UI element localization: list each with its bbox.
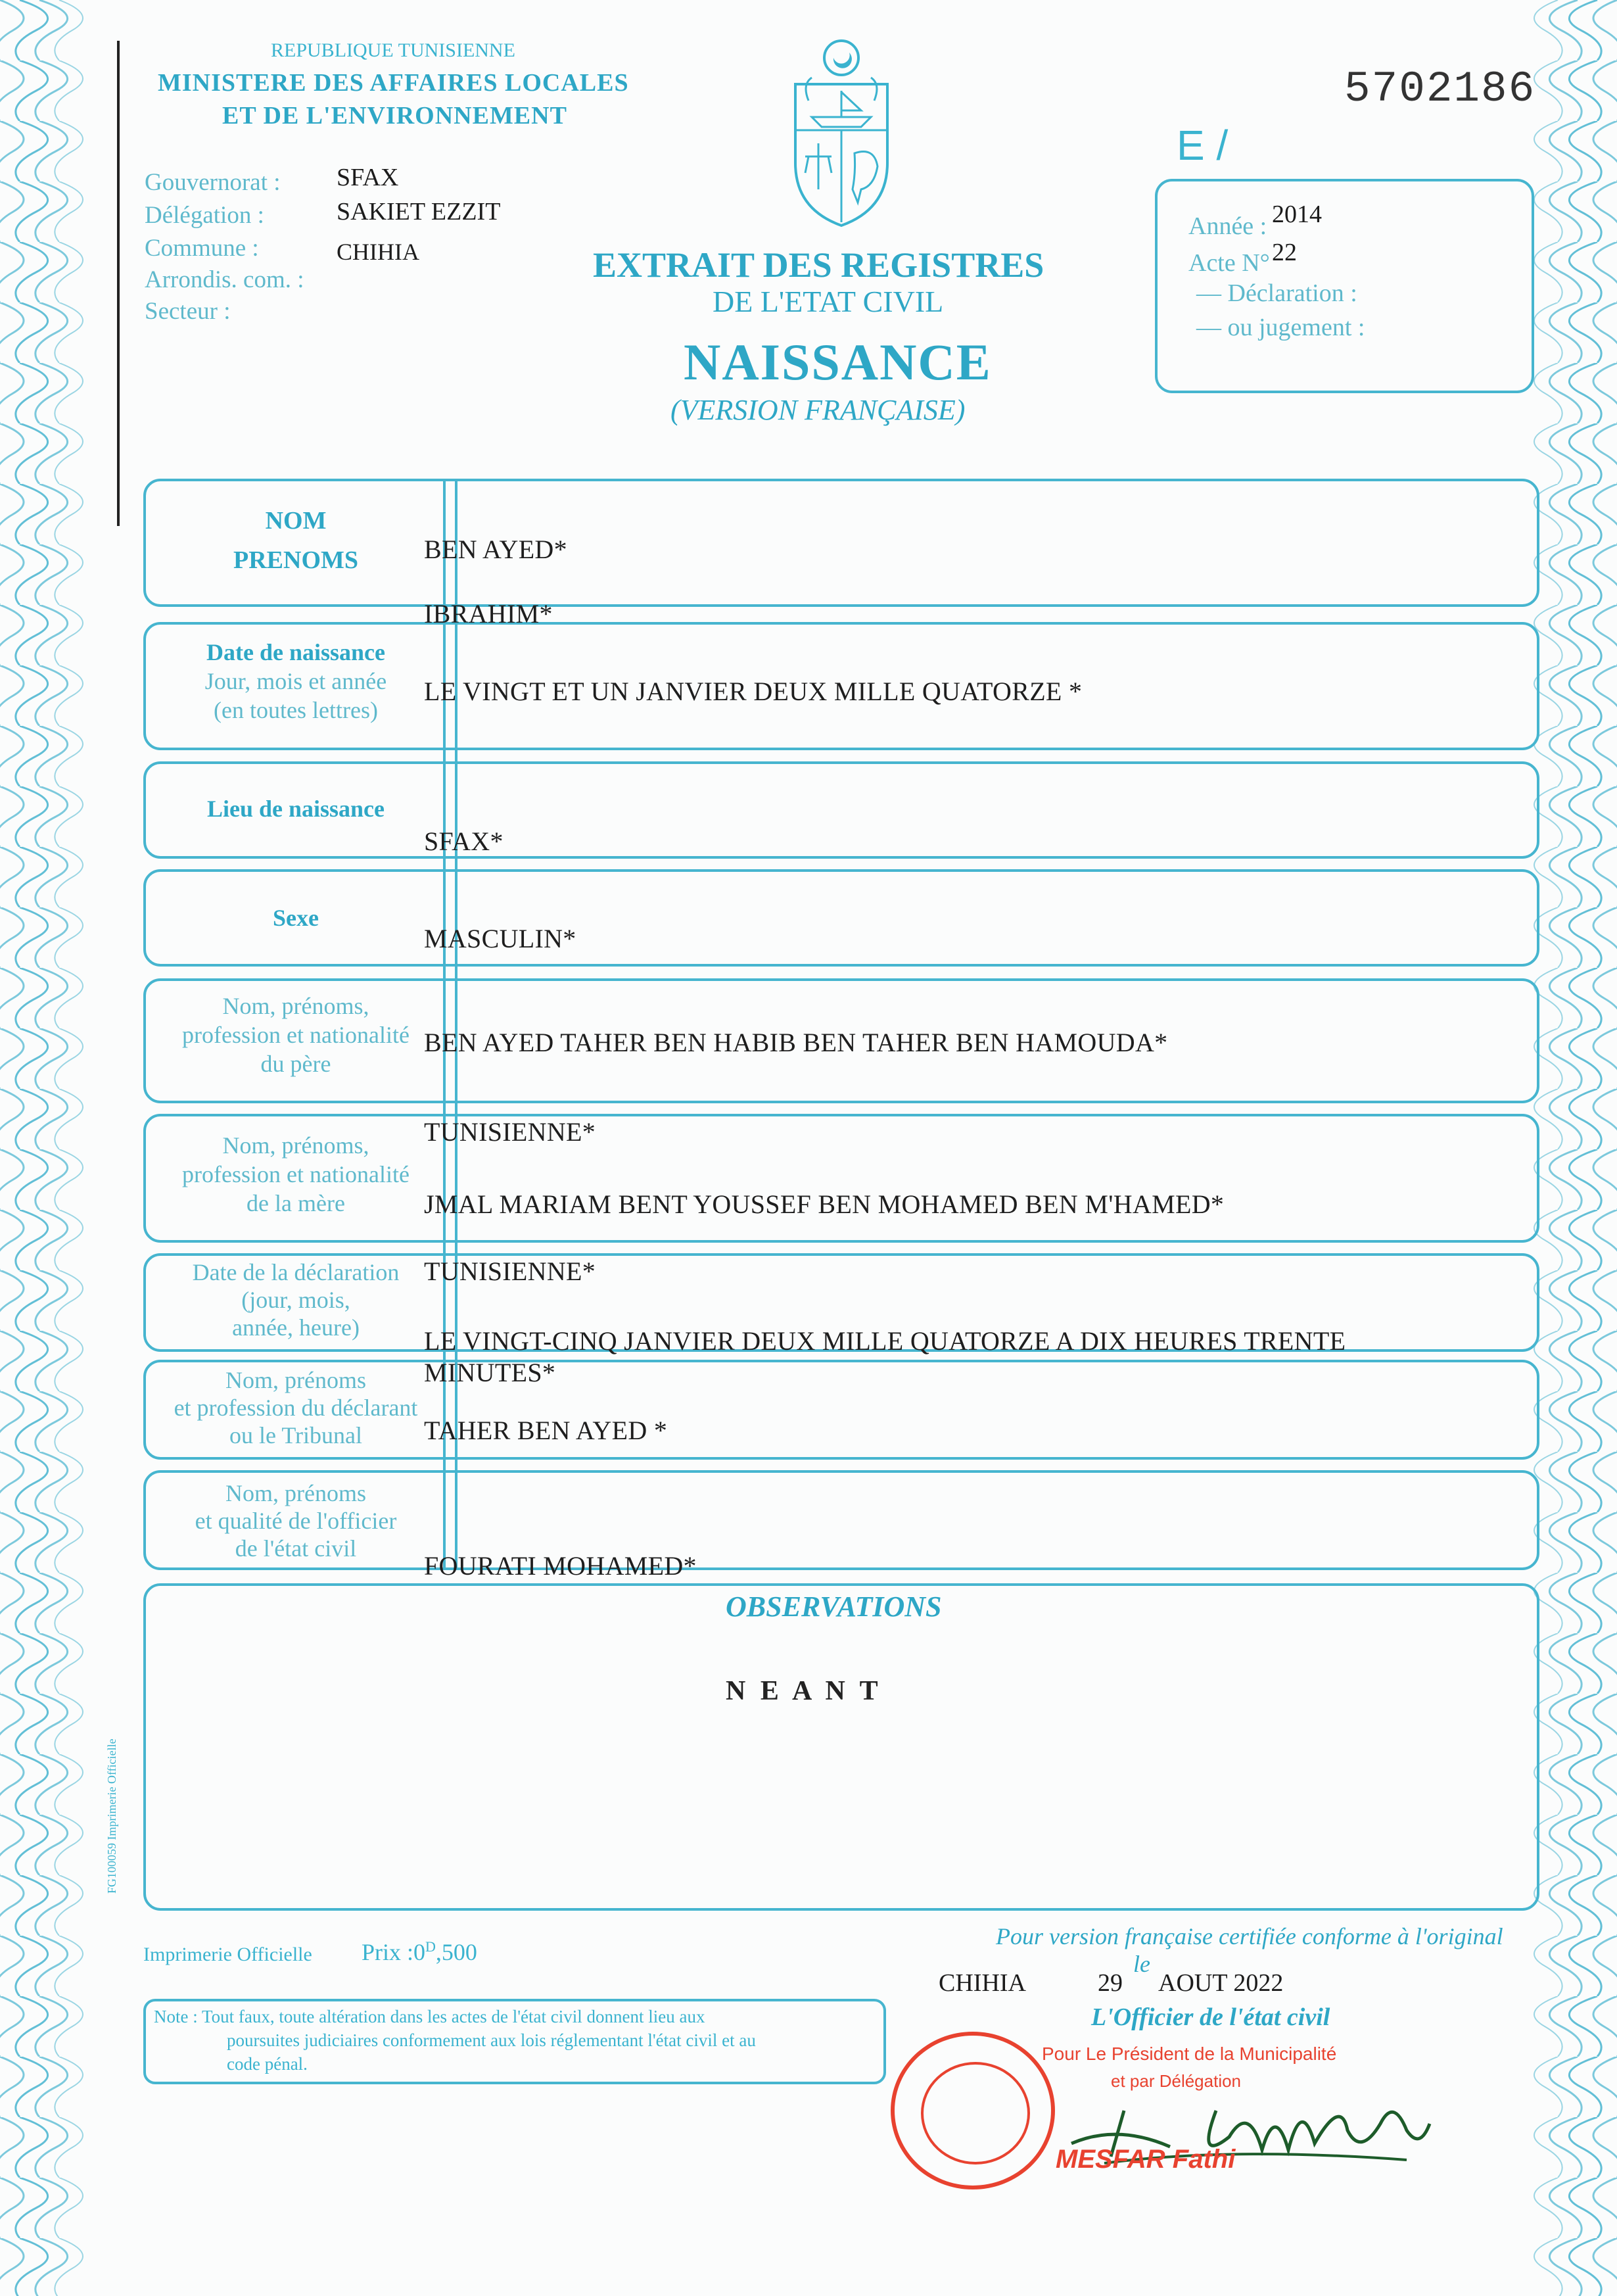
observations-title: OBSERVATIONS xyxy=(726,1590,942,1623)
delegation-value: SAKIET EZZIT xyxy=(337,198,501,226)
signatory-name: MESFAR Fathi xyxy=(1056,2145,1236,2174)
ministry-line-1: MINISTERE DES AFFAIRES LOCALES xyxy=(158,69,629,97)
le-label: le xyxy=(1133,1951,1150,1977)
arrondis-label: Arrondis. com. : xyxy=(145,266,304,293)
pere-label: Nom, prénoms, profession et nationalité du père xyxy=(182,993,410,1077)
official-seal-stamp xyxy=(891,2032,1055,2189)
page-title: NAISSANCE xyxy=(684,333,992,391)
lieu-label: Lieu de naissance xyxy=(206,796,385,822)
ministry-line-2: ET DE L'ENVIRONNEMENT xyxy=(222,102,567,130)
legal-note-line-3: code pénal. xyxy=(227,2054,308,2074)
mere-value: JMAL MARIAM BENT YOUSSEF BEN MOHAMED BEN M'HAMED* xyxy=(424,1189,1225,1219)
lieu-value: SFAX* xyxy=(424,826,504,856)
left-guilloche-border xyxy=(0,0,92,2296)
commune-value: CHIHIA xyxy=(337,239,419,265)
acte-value: 22 xyxy=(1272,239,1297,266)
stamp-line-1: Pour Le Président de la Municipalité xyxy=(1042,2044,1337,2064)
stamp-line-2: et par Délégation xyxy=(1111,2071,1242,2091)
day-value: 29 xyxy=(1098,1969,1123,1997)
certified-text: Pour version française certifiée conforme à l'original xyxy=(996,1923,1503,1949)
pere-nationality: TUNISIENNE* xyxy=(424,1117,596,1147)
declarant-value: TAHER BEN AYED * xyxy=(424,1416,668,1445)
prenoms-label: PRENOMS xyxy=(233,546,358,574)
jugement-label: — ou jugement : xyxy=(1196,314,1365,341)
nom-value: BEN AYED* xyxy=(424,535,567,564)
date-label: Date de naissance Jour, mois et année (en toutes lettres) xyxy=(204,639,387,723)
annee-value: 2014 xyxy=(1272,201,1322,228)
e-mark: E / xyxy=(1177,122,1229,169)
gouvernorat-value: SFAX xyxy=(337,164,399,191)
nom-label: NOM xyxy=(265,507,327,535)
left-margin-rule xyxy=(117,41,120,526)
coat-of-arms-icon xyxy=(776,32,907,229)
declarant-label: Nom, prénoms et profession du déclarant ou le Tribunal xyxy=(174,1367,418,1448)
delegation-label: Délégation : xyxy=(145,202,264,229)
title-line-1: EXTRAIT DES REGISTRES xyxy=(593,245,1044,285)
pere-value: BEN AYED TAHER BEN HABIB BEN TAHER BEN HAMOUDA* xyxy=(424,1028,1168,1057)
annee-label: Année : xyxy=(1188,212,1267,240)
imprimerie-label: Imprimerie Officielle xyxy=(143,1944,312,1965)
mere-nationality: TUNISIENNE* xyxy=(424,1256,596,1286)
secteur-label: Secteur : xyxy=(145,298,231,325)
observations-value: N E A N T xyxy=(726,1676,882,1706)
commune-label: Commune : xyxy=(145,235,259,262)
sexe-value: MASCULIN* xyxy=(424,924,576,953)
nom-row-box xyxy=(143,479,1539,607)
prenoms-value: IBRAHIM* xyxy=(424,599,553,629)
title-line-2: DE L'ETAT CIVIL xyxy=(713,285,944,318)
sexe-label: Sexe xyxy=(273,905,319,931)
serial-number: 5702186 xyxy=(1344,64,1536,114)
declaration-label: — Déclaration : xyxy=(1196,279,1357,307)
version-label: (VERSION FRANÇAISE) xyxy=(670,394,966,426)
officer-title: L'Officier de l'état civil xyxy=(1091,2003,1330,2031)
column-divider-right xyxy=(455,479,457,1570)
declaration-label: Date de la déclaration (jour, mois, année, heure) xyxy=(192,1259,400,1341)
declaration-value-2: MINUTES* xyxy=(424,1358,556,1387)
month-year-value: AOUT 2022 xyxy=(1158,1969,1284,1997)
date-naissance-value: LE VINGT ET UN JANVIER DEUX MILLE QUATORZE * xyxy=(424,677,1083,706)
officier-label: Nom, prénoms et qualité de l'officier de l'état civil xyxy=(195,1480,397,1562)
acte-label: Acte N° xyxy=(1188,249,1270,277)
side-print-code: FG100059 Imprimerie Officielle xyxy=(105,1738,118,1894)
officier-value: FOURATI MOHAMED* xyxy=(424,1551,697,1581)
legal-note-line-1: Note : Tout faux, toute altération dans les actes de l'état civil donnent lieu aux xyxy=(154,2007,705,2026)
place-value: CHIHIA xyxy=(939,1969,1026,1997)
republic-label: REPUBLIQUE TUNISIENNE xyxy=(271,39,515,61)
mere-label: Nom, prénoms, profession et nationalité de la mère xyxy=(182,1132,410,1216)
prix-label: Prix $:0^D,500$ xyxy=(362,1938,477,1965)
gouvernorat-label: Gouvernorat : xyxy=(145,169,281,196)
declaration-value-1: LE VINGT-CINQ JANVIER DEUX MILLE QUATORZE A DIX HEURES TRENTE xyxy=(424,1326,1346,1356)
observations-box xyxy=(143,1583,1539,1911)
legal-note-line-2: poursuites judiciaires conformement aux lois réglementant l'état civil et au xyxy=(227,2030,756,2050)
